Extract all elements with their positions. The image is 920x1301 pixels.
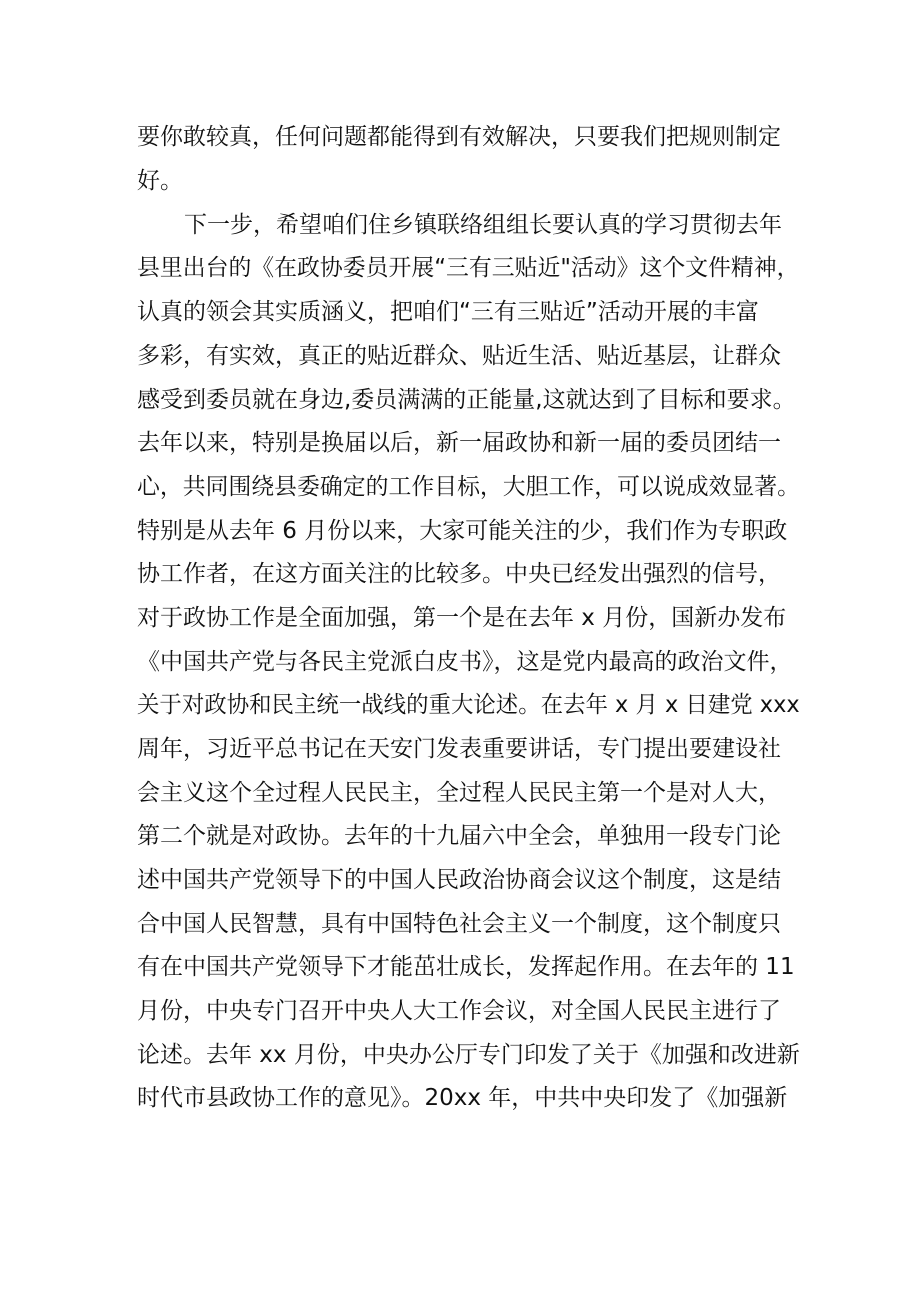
text-line: 认真的领会其实质涵义，把咱们“三有三贴近”活动开展的丰富 [137,299,759,325]
text-line: 述中国共产党领导下的中国人民政治协商会议这个制度，这是结 [137,867,781,893]
text-line: 时代市县政协工作的意见》。20xx 年，中共中央印发了《加强新 [137,1085,788,1111]
text-line: 协工作者，在这方面关注的比较多。中央已经发出强烈的信号， [137,561,781,587]
text-line: 要你敢较真，任何问题都能得到有效解决，只要我们把规则制定 [137,124,781,150]
text-line: 对于政协工作是全面加强，第一个是在去年 x 月份，国新办发布 [137,605,787,631]
text-line: 论述。去年 xx 月份，中央办公厅专门印发了关于《加强和改进新 [137,1042,800,1068]
text-line: 会主义这个全过程人民民主，全过程人民民主第一个是对人大， [137,780,781,806]
text-line: 周年，习近平总书记在天安门发表重要讲话，专门提出要建设社 [137,736,781,762]
paragraph-first-line: 下一步，希望咱们住乡镇联络组组长要认真的学习贯彻去年 [184,212,782,238]
text-line: 第二个就是对政协。去年的十九届六中全会，单独用一段专门论 [137,823,781,849]
text-line: 好。 [137,168,183,194]
text-line: 月份，中央专门召开中央人大工作会议，对全国人民民主进行了 [137,998,781,1024]
text-line: 有在中国共产党领导下才能茁壮成长，发挥起作用。在去年的 11 [137,954,795,980]
text-line: 感受到委员就在身边,委员满满的正能量,这就达到了目标和要求。 [137,387,796,413]
text-line: 去年以来，特别是换届以后，新一届政协和新一届的委员团结一 [137,430,781,456]
text-line: 《中国共产党与各民主党派白皮书》，这是党内最高的政治文件， [137,649,793,675]
text-line: 县里出台的《在政协委员开展“三有三贴近"活动》这个文件精神， [137,255,800,281]
text-line: 心，共同围绕县委确定的工作目标，大胆工作，可以说成效显著。 [137,474,800,500]
text-line: 关于对政协和民主统一战线的重大论述。在去年 x 月 x 日建党 xxx [137,692,800,718]
text-line: 特别是从去年 6 月份以来，大家可能关注的少，我们作为专职政 [137,518,788,544]
text-line: 合中国人民智慧，具有中国特色社会主义一个制度，这个制度只 [137,911,781,937]
text-line: 多彩，有实效，真正的贴近群众、贴近生活、贴近基层，让群众 [137,343,781,369]
